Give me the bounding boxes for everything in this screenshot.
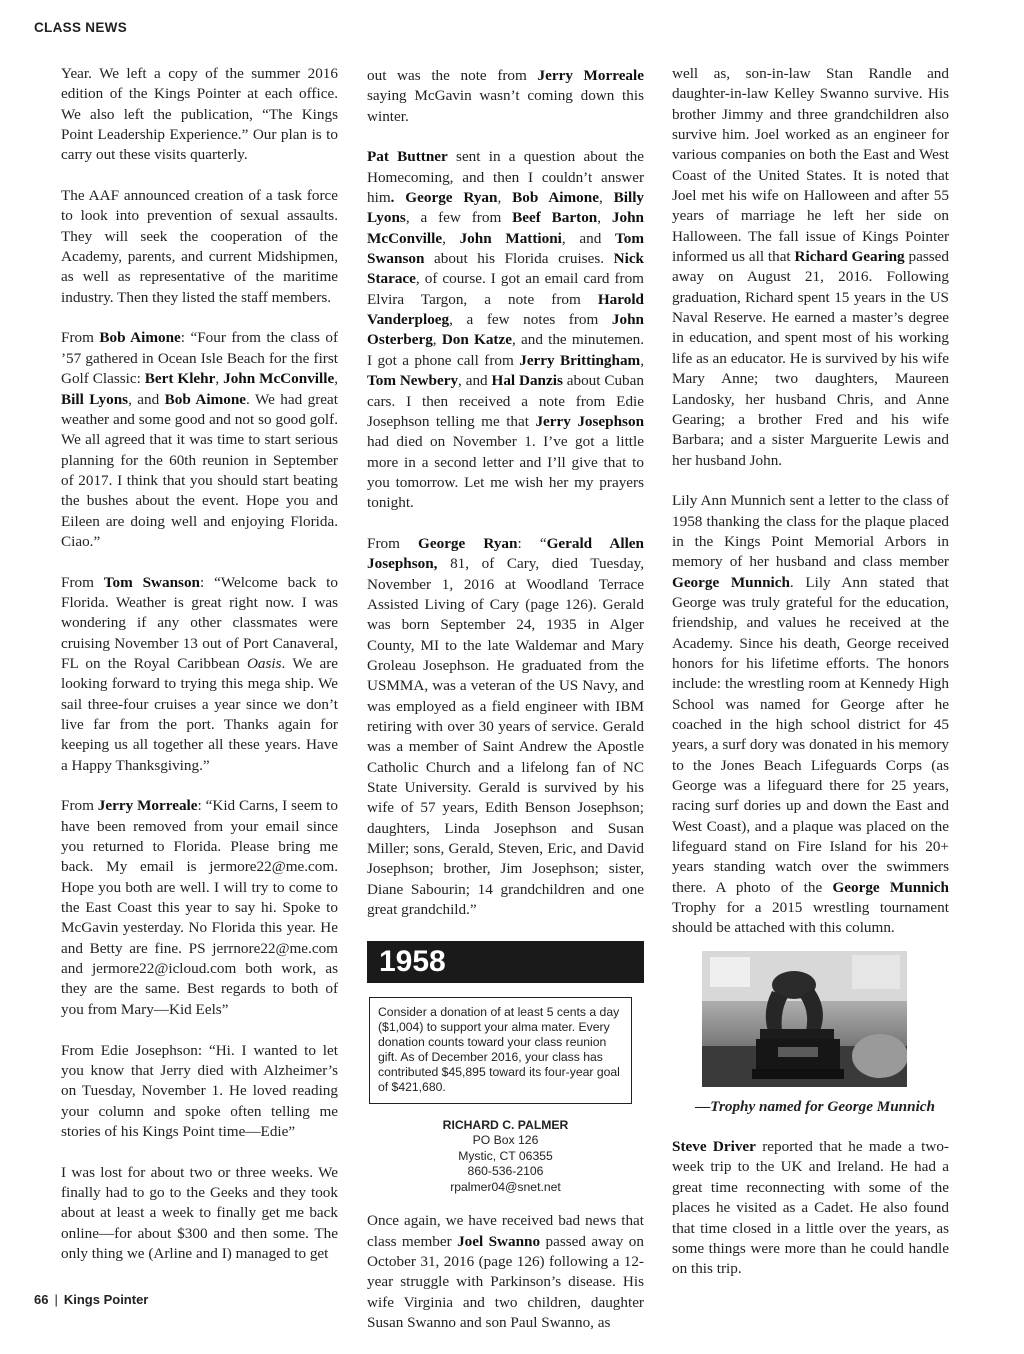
page-number: 66 bbox=[34, 1292, 49, 1307]
person-name: John Osterberg bbox=[367, 311, 644, 349]
trophy-photo bbox=[702, 951, 907, 1087]
paragraph: Once again, we have received bad news that class member Joel Swanno passed away on October 31, 2016 (page 126) following a 12-year struggle with Parkinson’s disease. His wife Virginia and two children, daughter Susan Swanno and son Paul Swanno, as bbox=[367, 1212, 644, 1331]
paragraph: The AAF announced creation of a task force to look into prevention of sexual assaults. They will seek the cooperation of the Academy, parents, and current Midshipmen, as well as representative of the maritime industry. Then they listed the staff members. bbox=[61, 187, 338, 306]
person-name: Don Katze bbox=[441, 331, 512, 349]
person-name: Tom Swanson bbox=[103, 573, 201, 591]
publication-name: Kings Pointer bbox=[63, 1292, 149, 1307]
person-name: Hal Danzis bbox=[491, 372, 563, 390]
column-3 bbox=[672, 64, 949, 1300]
person-name: John McConville bbox=[223, 370, 335, 388]
person-name: Richard Gearing bbox=[794, 248, 905, 266]
ship-name: Oasis bbox=[246, 654, 282, 672]
person-name: Bill Lyons bbox=[61, 390, 129, 408]
column-1 bbox=[61, 64, 338, 1285]
paragraph: From Tom Swanson: “Welcome back to Florida. Weather is great right now. I was wondering if any other classmates were cruising November 13 out of Port Canaveral, FL on the Royal Caribbean Oasis. We are looking forward to trying this mega ship. We sail three-four cruises a year since we don’t live far from the port. Thanks again for keeping us all together all these years. Have a Happy Thanksgiving.” bbox=[61, 573, 339, 774]
person-name: Bert Klehr bbox=[144, 370, 216, 388]
person-name: George Munnich bbox=[832, 878, 949, 896]
person-name: George Munnich bbox=[672, 573, 790, 591]
footer-separator: | bbox=[54, 1292, 58, 1307]
paragraph: From George Ryan: “Gerald Allen Josephson, 81, of Cary, died Tuesday, November 1, 2016 at Woodland Terrace Assisted Living of Cary (page 126). Gerald was born September 24, 1935 in Alger County, MI to the late Waldemar and Mary Groleau Josephson. He graduated from the USMMA, was a veteran of the US Navy, and was employed as a field engineer with IBM retiring with over 30 years of service. Gerald was a member of Saint Andrew the Apostle Catholic Church and a lifelong fan of NC State University. Gerald is survived by his wife of 57 years, Edith Benson Josephson; daughters, Linda Josephson and Susan Miller; sons, Gerald, Steven, Eric, and David Josephson; brother, Jim Josephson; sister, Diane Sabourin; 14 grandchildren and one great grandchild.” bbox=[367, 534, 644, 919]
person-name: George Ryan bbox=[418, 534, 518, 552]
correspondent-city: Mystic, CT 06355 bbox=[458, 1148, 553, 1163]
person-name: Joel Swanno bbox=[457, 1232, 541, 1250]
person-name: Bob Aimone bbox=[512, 189, 599, 207]
correspondent-po-box: PO Box 126 bbox=[472, 1133, 539, 1148]
page-footer bbox=[34, 1292, 148, 1307]
person-name: Gerald Allen Josephson, bbox=[367, 534, 644, 573]
paragraph: I was lost for about two or three weeks. We finally had to go to the Geeks and they took about at least a week to finally get me back online—for about $300 and then some. The only thing we (Arline and I) managed to get bbox=[61, 1163, 338, 1262]
paragraph: From Bob Aimone: “Four from the class of ’57 gathered in Ocean Isle Beach for the first Golf Classic: Bert Klehr, John McConville, Bill Lyons, and Bob Aimone. We had great weather and some good and not so good golf. We all agreed that it was time to start serious planning for the 60th reunion in September of 2017. I think that you should start beating the bushes about the event. Hope you and Eileen are doing well and enjoying Florida. Ciao.” bbox=[61, 329, 339, 550]
person-name: George Ryan bbox=[394, 189, 498, 207]
person-name: Harold Vanderploeg bbox=[367, 290, 644, 329]
trophy-illustration bbox=[702, 951, 907, 1087]
person-name: Nick Starace bbox=[367, 250, 644, 288]
person-name: Jerry Brittingham bbox=[519, 351, 641, 369]
paragraph: well as, son-in-law Stan Randle and daughter-in-law Kelley Swanno survive. His brother Jimmy and three grandchildren also survive him. Joel worked as an engineer for various companies on both the East and West Coast of the United States. It is noted that Joel met his wife on Halloween and after 55 years of marriage he left her side on Halloween. The fall issue of Kings Pointer informed us all that Richard Gearing passed away on August 21, 2016. Following graduation, Richard spent 15 years in the US Naval Reserve. He earned a master’s degree in education, and spent most of his working life as an educator. He is survived by his wife Mary Anne; two daughters, Maureen Landosky, her husband Chris, and Anne Gearing; a brother Fred and his wife Barbara; and a sister Marguerite Lewis and her husband John. bbox=[672, 65, 949, 469]
person-name: Jerry Josephson bbox=[535, 412, 645, 430]
person-name: John Mattioni bbox=[459, 229, 562, 247]
person-name: John McConville bbox=[367, 209, 645, 247]
column-2 bbox=[367, 66, 644, 1354]
donation-box: Consider a donation of at least 5 cents a day ($1,004) to support your alma mater. Every donation counts toward your class reunion gift. As of December 2016, your class has contributed $45,895 toward its four-year goal of $421,680. bbox=[369, 997, 632, 1104]
correspondent-email: rpalmer04@snet.net bbox=[450, 1179, 561, 1194]
person-name: Bob Aimone bbox=[164, 390, 247, 408]
person-name: Jerry Morreale bbox=[537, 67, 644, 84]
correspondent-name: RICHARD C. PALMER bbox=[442, 1117, 569, 1132]
person-name: Tom Newbery bbox=[367, 372, 459, 390]
paragraph: From Jerry Morreale: “Kid Carns, I seem to have been removed from your email since you returned to Florida. Please bring me back. My email is jermore22@me.com. Hope you both are well. I will try to come to the East Coast this year to say hi. Spoke to McGavin yesterday. No Florida this year. He and Betty are fine. PS jerrnore22@me.com and jermore22@icloud.com both work, as they are the same. Best regards to both of you from Mary—Kid Eels” bbox=[61, 797, 338, 1018]
paragraph: Year. We left a copy of the summer 2016 edition of the Kings Pointer at each office. We also left the publication, “The Kings Point Leadership Experience.” Our plan is to carry out these visits quarterly. bbox=[61, 65, 338, 164]
paragraph: Pat Buttner sent in a question about the Homecoming, and then I couldn’t answer him. George Ryan, Bob Aimone, Billy Lyons, a few from Beef Barton, John McConville, John Mattioni, and Tom Swanson about his Florida cruises. Nick Starace, of course. I got an email card from Elvira Targon, a note from Harold Vanderploeg, a few notes from John Osterberg, Don Katze, and the minutemen. I got a phone call from Jerry Brittingham, Tom Newbery, and Hal Danzis about Cuban cars. I then received a note from Edie Josephson telling me that Jerry Josephson had died on November 1. I’ve got a little more in a second letter and I’ll give that to you tomorrow. Let me wish her my prayers tonight. bbox=[367, 148, 645, 512]
person-name: Pat Buttner bbox=[367, 148, 448, 166]
person-name: Beef Barton bbox=[512, 209, 598, 227]
person-name: Jerry Morreale bbox=[97, 797, 198, 815]
section-label: CLASS NEWS bbox=[34, 20, 128, 35]
paragraph: Lily Ann Munnich sent a letter to the class of 1958 thanking the class for the plaque placed in the Kings Point Memorial Arbors in memory of her husband and class member George Munnich. Lily Ann stated that George was truly grateful for the education, friendship, and values he received at the Academy. Since his death, George received honors for his lifetime efforts. The honors include: the wrestling room at Kennedy High School was named for George after he coached in the high school district for 45 years, a surf dory was donated in his memory to the Jones Beach Lifeguards Corps (as George was a lifeguard there for 25 years, racing surf dories up and down the East and West Coast), and a plaque was placed on the lifeguard stand on Fire Island for his 20+ years standing watch over the swimmers there. A photo of the George Munnich Trophy for a 2015 wrestling tournament should be attached with this column. bbox=[672, 492, 949, 937]
person-name: Billy Lyons bbox=[367, 189, 645, 227]
person-name: Steve Driver bbox=[672, 1138, 756, 1156]
paragraph: out was the note from Jerry Morreale saying McGavin wasn’t coming down this winter. bbox=[367, 67, 644, 125]
correspondent-phone: 860-536-2106 bbox=[467, 1164, 544, 1179]
class-correspondent-contact bbox=[367, 1118, 644, 1196]
paragraph: Steve Driver reported that he made a two-week trip to the UK and Ireland. He had a great time reconnecting with some of the places he visited as a Cadet. He also found that time closed in a little over the years, as some things were more than he could handle on this trip. bbox=[672, 1138, 949, 1278]
paragraph: From Edie Josephson: “Hi. I wanted to let you know that Jerry died with Alzheimer’s on Tuesday, November 1. He loved reading your column and spoke often telling me stories of his Kings Point time—Edie” bbox=[61, 1041, 338, 1140]
class-year-heading: 1958 bbox=[367, 941, 644, 983]
person-name: Tom Swanson bbox=[367, 229, 644, 268]
photo-caption: —Trophy named for George Munnich bbox=[695, 1097, 935, 1115]
person-name: Bob Aimone bbox=[99, 329, 181, 347]
